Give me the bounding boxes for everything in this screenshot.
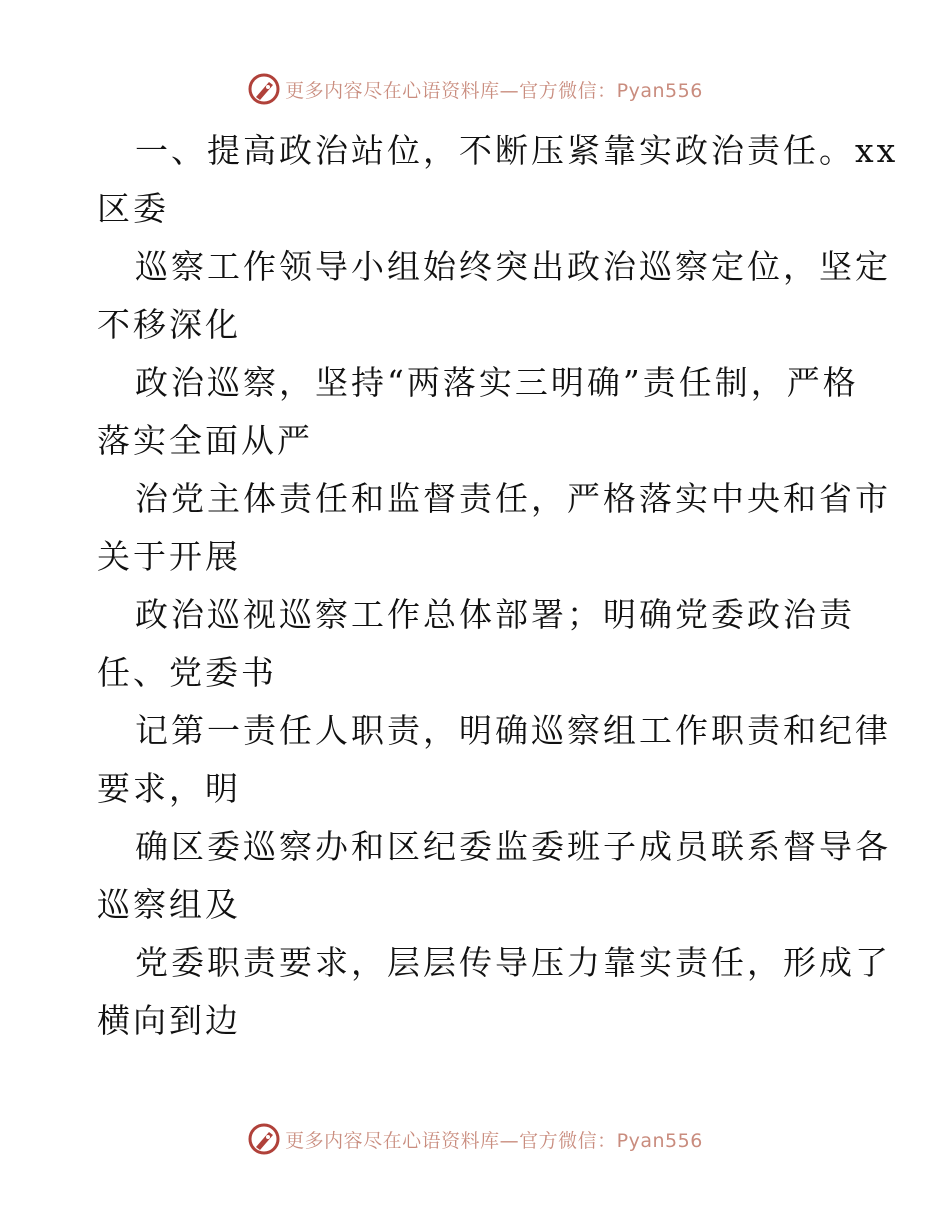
text-line: 横向到边: [97, 1001, 241, 1040]
header-watermark-text: 更多内容尽在心语资料库—官方微信：Pyan556: [285, 79, 703, 102]
text-line: 确区委巡察办和区纪委监委班子成员联系督导各: [135, 827, 891, 866]
text-line: 要求，明: [97, 769, 241, 808]
text-line: 落实全面从严: [97, 421, 313, 460]
document-body: [97, 122, 899, 1050]
pen-nib-logo-icon: [247, 1122, 281, 1156]
text-line: 任、党委书: [97, 653, 277, 692]
header-watermark: [0, 72, 950, 106]
pen-nib-logo-icon: [247, 72, 281, 106]
text-line: 政治巡视巡察工作总体部署；明确党委政治责: [135, 595, 855, 634]
text-line: 关于开展: [97, 537, 241, 576]
text-line: 巡察工作领导小组始终突出政治巡察定位，坚定: [135, 247, 891, 286]
text-line: 记第一责任人职责，明确巡察组工作职责和纪律: [135, 711, 891, 750]
text-line: 一、提高政治站位，不断压紧靠实政治责任。xx: [135, 131, 899, 170]
text-line: 党委职责要求，层层传导压力靠实责任，形成了: [135, 943, 891, 982]
footer-watermark: [0, 1122, 950, 1156]
text-line: 政治巡察，坚持“两落实三明确”责任制，严格: [135, 363, 859, 402]
text-line: 巡察组及: [97, 885, 241, 924]
text-line: 区委: [97, 189, 169, 228]
text-line: 不移深化: [97, 305, 241, 344]
footer-watermark-text: 更多内容尽在心语资料库—官方微信：Pyan556: [285, 1129, 703, 1152]
text-line: 治党主体责任和监督责任，严格落实中央和省市: [135, 479, 891, 518]
